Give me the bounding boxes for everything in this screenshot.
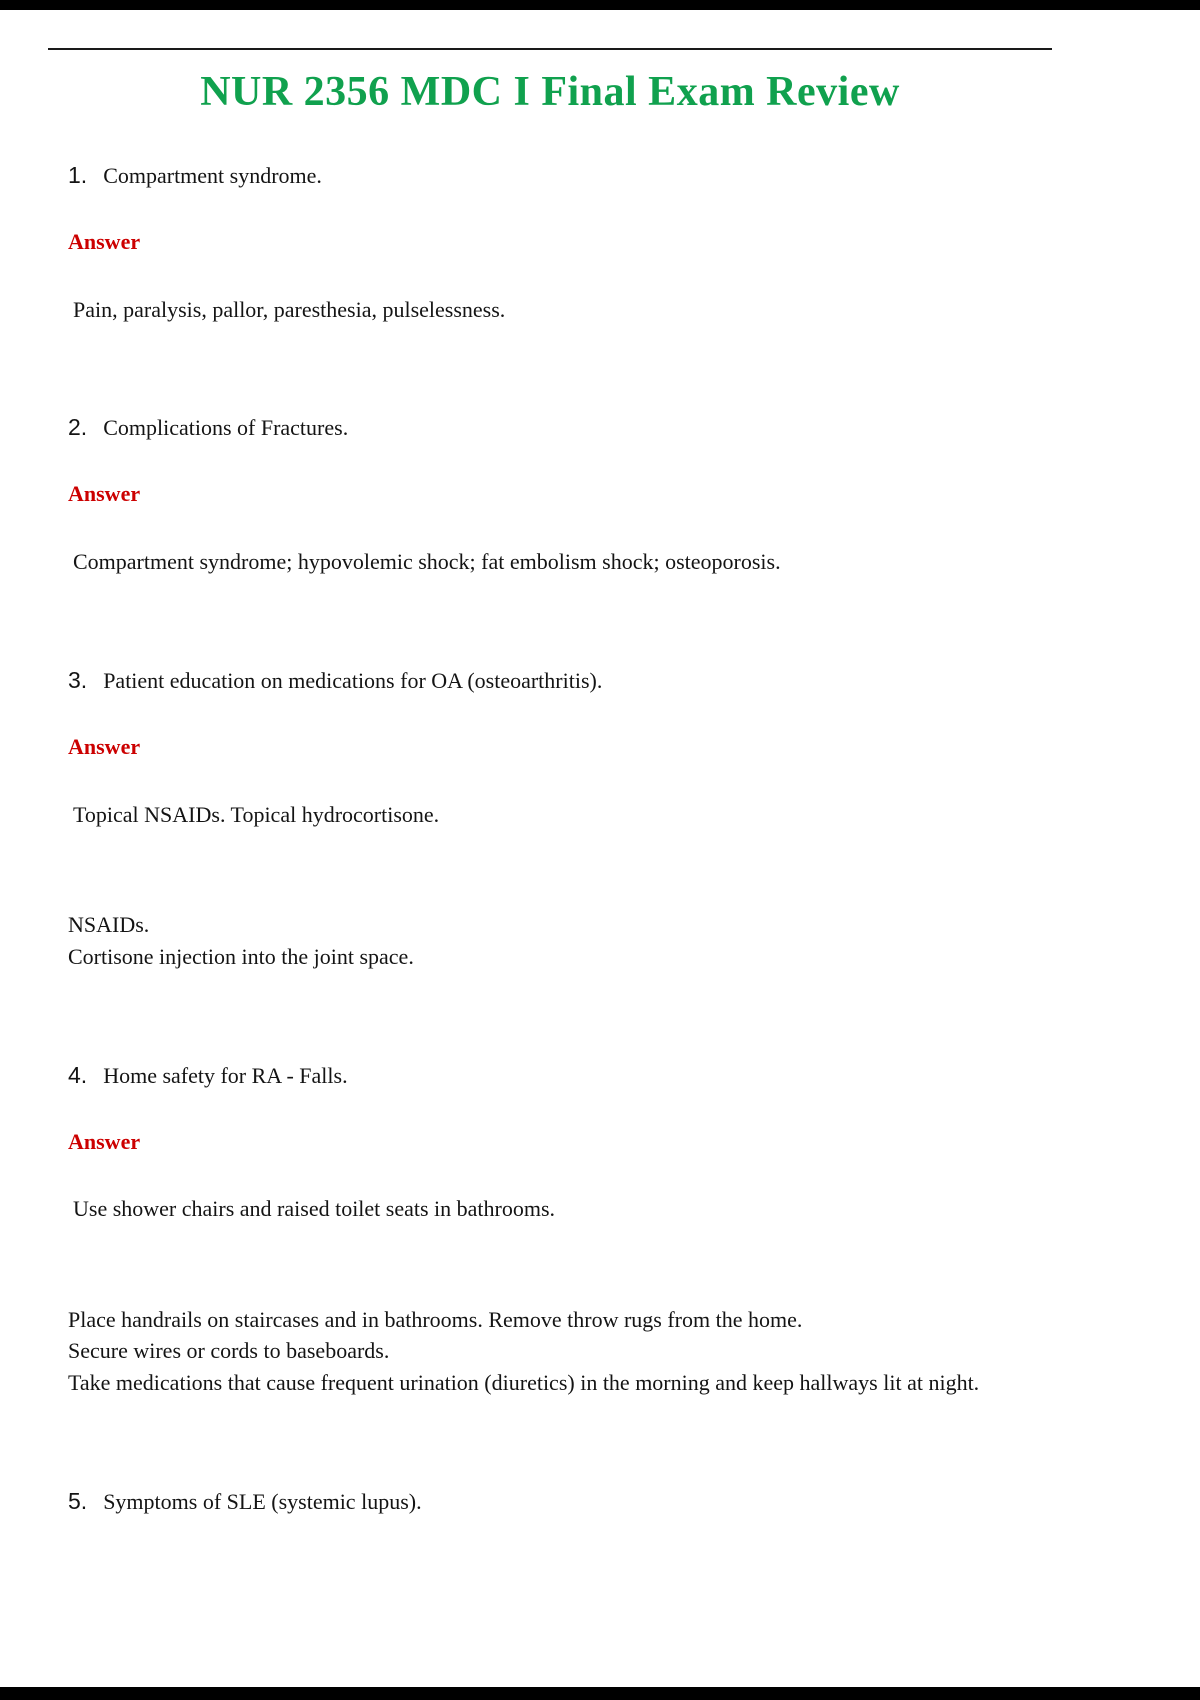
qa-section <box>68 1486 1072 1517</box>
answer-extra-line: Place handrails on staircases and in bathrooms. Remove throw rugs from the home. <box>68 1307 803 1333</box>
question-row <box>68 665 1072 696</box>
question-text: Compartment syndrome. <box>103 163 322 188</box>
qa-section <box>68 160 1072 324</box>
bottom-edge-bar <box>0 1687 1200 1700</box>
qa-list <box>68 160 1072 1605</box>
answer-extra-block <box>68 909 1072 971</box>
answer-extra-line: Secure wires or cords to baseboards. <box>68 1338 390 1364</box>
qa-section <box>68 1060 1072 1398</box>
qa-section <box>68 412 1072 576</box>
qa-section <box>68 665 1072 972</box>
question-row <box>68 1486 1072 1517</box>
answer-text: Compartment syndrome; hypovolemic shock; fat embolism shock; osteoporosis. <box>73 549 781 575</box>
answer-extra-block <box>68 1304 1072 1398</box>
answer-label: Answer <box>68 481 141 507</box>
question-number: 2. <box>68 414 88 441</box>
answer-text: Topical NSAIDs. Topical hydrocortisone. <box>73 801 440 827</box>
page-title: NUR 2356 MDC I Final Exam Review <box>200 69 900 115</box>
question-number: 4. <box>68 1061 88 1088</box>
answer-label: Answer <box>68 229 141 255</box>
header-divider <box>48 48 1052 50</box>
question-number: 1. <box>68 162 88 188</box>
answer-extra-line: Cortisone injection into the joint space. <box>68 943 414 969</box>
answer-label: Answer <box>68 1128 141 1154</box>
question-row <box>68 412 1072 443</box>
answer-extra-line: Take medications that cause frequent urination (diuretics) in the morning and keep hallways lit at night. <box>68 1369 980 1395</box>
question-text: Patient education on medications for OA (osteoarthritis). <box>103 667 603 693</box>
question-row <box>68 160 1072 191</box>
question-row <box>68 1060 1072 1091</box>
answer-text: Pain, paralysis, pallor, paresthesia, pulselessness. <box>73 296 506 322</box>
question-text: Complications of Fractures. <box>103 415 349 441</box>
answer-extra-line: NSAIDs. <box>68 912 150 938</box>
question-number: 5. <box>68 1487 88 1514</box>
question-number: 3. <box>68 666 88 693</box>
question-text: Home safety for RA - Falls. <box>103 1062 348 1088</box>
answer-text: Use shower chairs and raised toilet seats in bathrooms. <box>73 1196 556 1222</box>
top-edge-bar <box>0 0 1200 10</box>
answer-label: Answer <box>68 733 141 759</box>
question-text: Symptoms of SLE (systemic lupus). <box>103 1488 422 1514</box>
